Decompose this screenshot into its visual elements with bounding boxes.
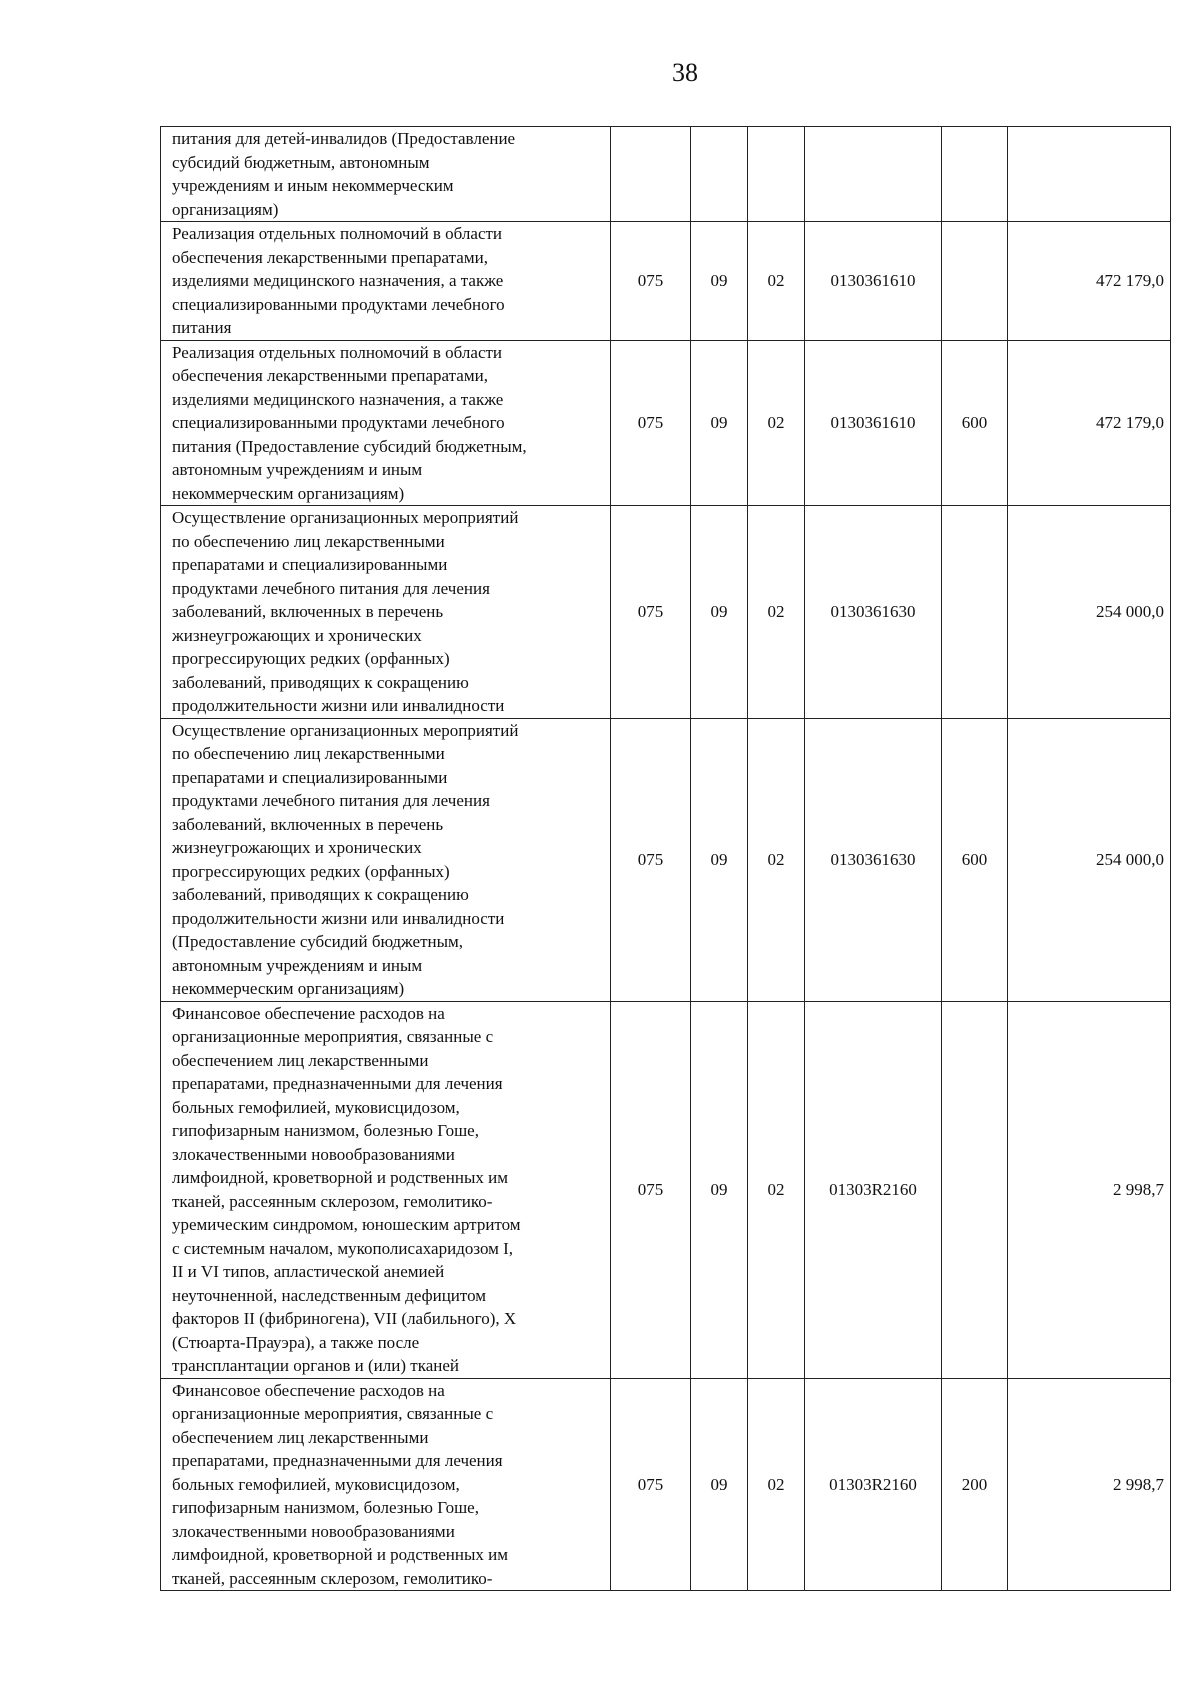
description-line: препаратами, предназначенными для лечения: [172, 1451, 503, 1470]
description-line: больных гемофилией, муковисцидозом,: [172, 1474, 460, 1494]
table-row: [161, 222, 1171, 341]
description-line: Осуществление организационных мероприятий: [172, 720, 519, 740]
expense-type-cell: [942, 127, 1008, 222]
description-line: Реализация отдельных полномочий в области: [172, 224, 503, 243]
description-line: изделиями медицинского назначения, а также: [172, 271, 504, 290]
expense-type-cell: [942, 1001, 1008, 1378]
ved-code-cell: 075: [611, 506, 691, 719]
description-line: жизнеугрожающих и хронических: [172, 838, 422, 857]
target-article-cell: 01303R2160: [805, 1001, 942, 1378]
description-line: обеспечением лиц лекарственными: [172, 1427, 429, 1447]
description-line: питания: [172, 318, 232, 337]
ved-code-cell: 075: [611, 1378, 691, 1591]
description-line: заболеваний, приводящих к сокращению: [172, 885, 469, 904]
subsection-cell: 02: [748, 1378, 805, 1591]
description-line: изделиями медицинского назначения, а также: [172, 389, 504, 409]
amount-cell: 2 998,7: [1008, 1001, 1171, 1378]
subsection-cell: 02: [748, 1001, 805, 1378]
description-line: препаратами, предназначенными для лечения: [172, 1074, 503, 1093]
amount-cell: [1008, 127, 1171, 222]
subsection-cell: 02: [748, 222, 805, 341]
description-line: уремическим синдромом, юношеским артритом: [172, 1215, 521, 1234]
description-line: гипофизарным нанизмом, болезнью Гоше,: [172, 1498, 479, 1517]
amount-cell: 472 179,0: [1008, 340, 1171, 506]
description-line: жизнеугрожающих и хронических: [172, 625, 422, 645]
description-line: неуточненной, наследственным дефицитом: [172, 1285, 487, 1305]
description-line: злокачественными новообразованиями: [172, 1521, 455, 1541]
description-line: обеспечением лиц лекарственными: [172, 1050, 429, 1070]
description-line: учреждениям и иным некоммерческим: [172, 176, 454, 195]
page-number: 38: [672, 58, 698, 87]
target-article-cell: 0130361610: [805, 222, 942, 341]
table-row: [161, 1378, 1171, 1591]
description-line: прогрессирующих редких (орфанных): [172, 861, 450, 881]
expense-type-cell: 200: [942, 1378, 1008, 1591]
table-row: [161, 718, 1171, 1001]
description-line: обеспечения лекарственными препаратами,: [172, 247, 488, 267]
section-cell: 09: [691, 222, 748, 341]
description-line: тканей, рассеянным склерозом, гемолитико-: [172, 1191, 493, 1211]
description-line: субсидий бюджетным, автономным: [172, 152, 430, 172]
description-line: Осуществление организационных мероприятий: [172, 508, 519, 527]
subsection-cell: 02: [748, 506, 805, 719]
ved-code-cell: 075: [611, 1001, 691, 1378]
description-line: факторов II (фибриногена), VII (лабильного), X: [172, 1309, 517, 1328]
subsection-cell: 02: [748, 718, 805, 1001]
section-cell: [691, 127, 748, 222]
expense-type-cell: 600: [942, 718, 1008, 1001]
table-row: [161, 340, 1171, 506]
section-cell: 09: [691, 340, 748, 506]
description-cell: [161, 340, 611, 506]
description-line: тканей, рассеянным склерозом, гемолитико-: [172, 1568, 493, 1588]
description-cell: [161, 718, 611, 1001]
description-line: препаратами и специализированными: [172, 555, 448, 574]
amount-cell: 2 998,7: [1008, 1378, 1171, 1591]
description-line: гипофизарным нанизмом, болезнью Гоше,: [172, 1121, 479, 1140]
budget-table: [160, 126, 1171, 1591]
description-line: автономным учреждениям и иным: [172, 460, 423, 479]
description-line: специализированными продуктами лечебного: [172, 294, 505, 314]
description-line: (Предоставление субсидий бюджетным,: [172, 932, 464, 951]
table-row: [161, 1001, 1171, 1378]
description-line: питания (Предоставление субсидий бюджетным,: [172, 436, 527, 456]
description-line: организационные мероприятия, связанные с: [172, 1027, 494, 1046]
target-article-cell: 0130361630: [805, 718, 942, 1001]
table-row: [161, 506, 1171, 719]
description-line: питания для детей-инвалидов (Предоставление: [172, 129, 516, 148]
description-line: организациям): [172, 199, 279, 219]
description-line: продуктами лечебного питания для лечения: [172, 578, 490, 598]
description-line: специализированными продуктами лечебного: [172, 413, 505, 432]
description-line: заболеваний, включенных в перечень: [172, 602, 444, 621]
section-cell: 09: [691, 506, 748, 719]
description-line: лимфоидной, кроветворной и родственных им: [172, 1545, 508, 1564]
description-line: продолжительности жизни или инвалидности: [172, 696, 505, 715]
description-line: лимфоидной, кроветворной и родственных им: [172, 1168, 508, 1187]
description-line: по обеспечению лиц лекарственными: [172, 744, 445, 763]
amount-cell: 254 000,0: [1008, 506, 1171, 719]
description-line: заболеваний, приводящих к сокращению: [172, 672, 469, 692]
description-line: Реализация отдельных полномочий в области: [172, 342, 503, 362]
section-cell: 09: [691, 1378, 748, 1591]
table-body: [161, 127, 1171, 1591]
subsection-cell: [748, 127, 805, 222]
table-row: [161, 127, 1171, 222]
subsection-cell: 02: [748, 340, 805, 506]
description-line: прогрессирующих редких (орфанных): [172, 649, 450, 668]
description-line: препаратами и специализированными: [172, 767, 448, 787]
ved-code-cell: 075: [611, 718, 691, 1001]
description-line: (Стюарта-Прауэра), а также после: [172, 1332, 420, 1352]
description-cell: [161, 127, 611, 222]
ved-code-cell: 075: [611, 340, 691, 506]
description-line: некоммерческим организациям): [172, 979, 405, 998]
description-line: продуктами лечебного питания для лечения: [172, 791, 490, 810]
description-line: Финансовое обеспечение расходов на: [172, 1003, 445, 1023]
description-line: больных гемофилией, муковисцидозом,: [172, 1097, 460, 1117]
ved-code-cell: [611, 127, 691, 222]
description-line: некоммерческим организациям): [172, 483, 405, 503]
description-line: трансплантации органов и (или) тканей: [172, 1356, 459, 1375]
description-line: по обеспечению лиц лекарственными: [172, 531, 445, 551]
amount-cell: 472 179,0: [1008, 222, 1171, 341]
description-line: II и VI типов, апластической анемией: [172, 1262, 445, 1281]
target-article-cell: 0130361610: [805, 340, 942, 506]
target-article-cell: 01303R2160: [805, 1378, 942, 1591]
description-cell: [161, 1378, 611, 1591]
target-article-cell: [805, 127, 942, 222]
expense-type-cell: 600: [942, 340, 1008, 506]
target-article-cell: 0130361630: [805, 506, 942, 719]
description-cell: [161, 222, 611, 341]
section-cell: 09: [691, 1001, 748, 1378]
description-line: злокачественными новообразованиями: [172, 1144, 455, 1164]
description-line: Финансовое обеспечение расходов на: [172, 1380, 445, 1400]
description-line: продолжительности жизни или инвалидности: [172, 908, 505, 928]
description-line: обеспечения лекарственными препаратами,: [172, 366, 488, 385]
section-cell: 09: [691, 718, 748, 1001]
description-cell: [161, 1001, 611, 1378]
description-line: организационные мероприятия, связанные с: [172, 1404, 494, 1423]
expense-type-cell: [942, 222, 1008, 341]
ved-code-cell: 075: [611, 222, 691, 341]
description-cell: [161, 506, 611, 719]
description-line: автономным учреждениям и иным: [172, 955, 423, 975]
description-line: с системным началом, мукополисахаридозом I,: [172, 1238, 514, 1258]
amount-cell: 254 000,0: [1008, 718, 1171, 1001]
description-line: заболеваний, включенных в перечень: [172, 814, 444, 834]
expense-type-cell: [942, 506, 1008, 719]
